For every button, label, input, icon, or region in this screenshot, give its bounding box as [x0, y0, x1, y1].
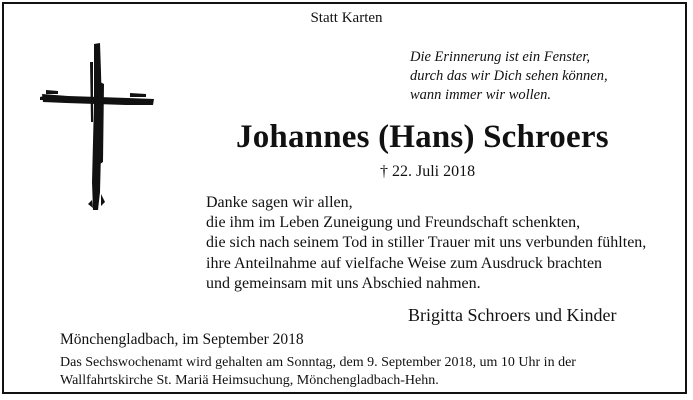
service-line: Das Sechswochenamt wird gehalten am Sonntag, dem 9. September 2018, um 10 Uhr in der	[60, 355, 576, 370]
service-info	[60, 354, 576, 390]
place-date: Mönchengladbach, im September 2018	[60, 331, 304, 348]
thanks-text	[206, 193, 646, 294]
quote-line: wann immer wir wollen.	[410, 87, 551, 103]
quote-line: durch das wir Dich sehen können,	[410, 68, 608, 84]
thanks-line: Danke sagen wir allen,	[206, 194, 353, 211]
quote-line: Die Erinnerung ist ein Fenster,	[410, 49, 591, 65]
thanks-line: die sich nach seinem Tod in stiller Trauer mit uns verbunden fühlten,	[206, 234, 647, 252]
quote	[410, 48, 608, 105]
cross-icon	[38, 42, 158, 212]
thanks-line: ihre Anteilnahme auf vielfache Weise zum Ausdruck brachten	[206, 254, 603, 272]
service-line: Wallfahrtskirche St. Mariä Heimsuchung, Mönchengladbach-Hehn.	[60, 373, 439, 388]
header-text: Statt Karten	[310, 10, 383, 26]
thanks-line: die ihm im Leben Zuneigung und Freundschaft schenkten,	[206, 214, 581, 232]
thanks-line: und gemeinsam mit uns Abschied nahmen.	[206, 274, 481, 292]
date-of-death: † 22. Juli 2018	[380, 163, 476, 180]
deceased-name: Johannes (Hans) Schroers	[236, 119, 609, 155]
signers: Brigitta Schroers und Kinder	[408, 305, 617, 325]
